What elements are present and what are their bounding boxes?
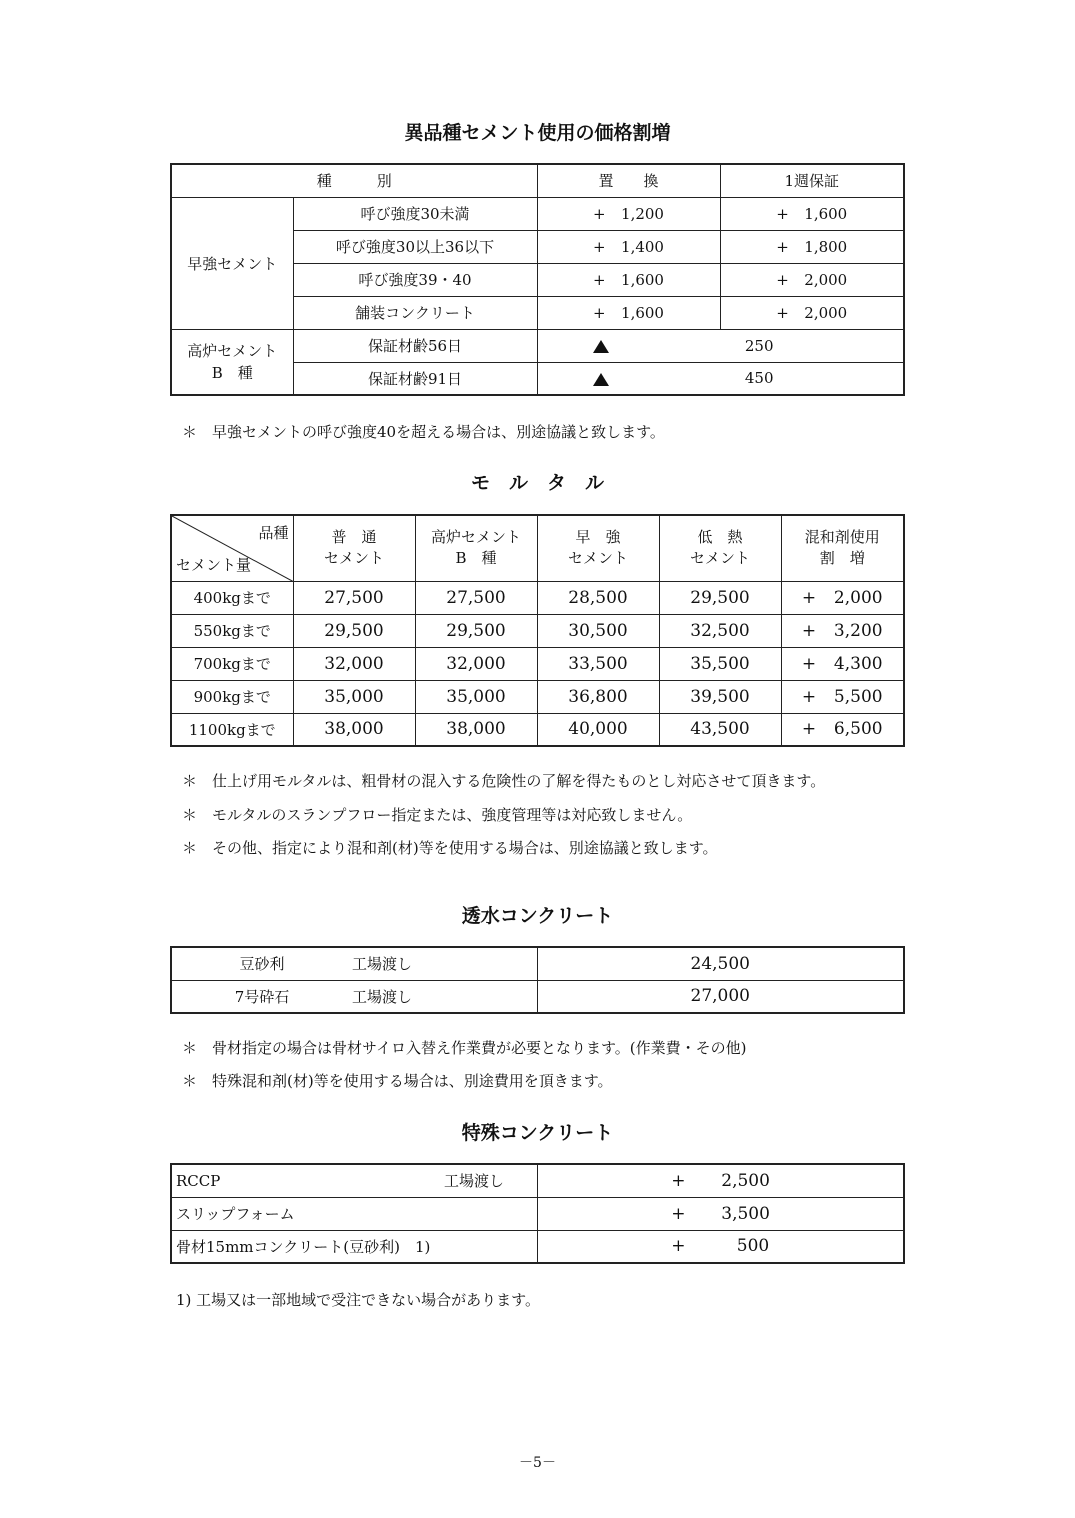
table-row: 豆砂利 工場渡し 24,500	[171, 947, 904, 980]
replace-cell: + 1,600	[537, 263, 720, 296]
header-type: 種 別	[171, 164, 537, 197]
cement-note: ＊ 早強セメントの呼び強度40を超える場合は、別途協議と致します。	[182, 423, 665, 441]
column-header: 早 強 セメント	[537, 515, 659, 581]
week-cell: + 1,800	[720, 230, 904, 263]
header-replace: 置 換	[537, 164, 720, 197]
table-row: 1100kgまで 38,000 38,000 40,000 43,500 + 6,500	[171, 713, 904, 746]
special-title: 特殊コンクリート	[461, 1122, 614, 1144]
row-label: 保証材齢91日	[293, 362, 537, 395]
cement-surcharge-table	[170, 163, 905, 396]
triangle-icon	[593, 340, 609, 353]
replace-cell: + 1,400	[537, 230, 720, 263]
table-row: 550kgまで 29,500 29,500 30,500 32,500 + 3,200	[171, 614, 904, 647]
table-row: 7号砕石 工場渡し 27,000	[171, 980, 904, 1013]
column-header: 高炉セメント B 種	[415, 515, 537, 581]
column-header: 普 通 セメント	[293, 515, 415, 581]
header-week-guarantee: 1週保証	[720, 164, 904, 197]
corner-bottom-label: セメント量	[176, 555, 252, 574]
column-header: 低 熱 セメント	[659, 515, 781, 581]
mortar-note: ＊ モルタルのスランプフロー指定または、強度管理等は対応致しません。	[182, 806, 693, 824]
row-label: 保証材齢56日	[293, 329, 537, 362]
cement-surcharge-title: 異品種セメント使用の価格割増	[404, 122, 671, 144]
row-label: 舗装コンクリート	[293, 296, 537, 329]
week-cell: + 2,000	[720, 296, 904, 329]
table-row: 700kgまで 32,000 32,000 33,500 35,500 + 4,300	[171, 647, 904, 680]
row-label: 呼び強度39・40	[293, 263, 537, 296]
replace-cell: + 1,200	[537, 197, 720, 230]
permeable-note: ＊ 骨材指定の場合は骨材サイロ入替え作業費が必要となります。(作業費・その他)	[182, 1039, 747, 1057]
week-cell: + 1,600	[720, 197, 904, 230]
permeable-title: 透水コンクリート	[461, 905, 614, 927]
mortar-title: モ ル タ ル	[470, 472, 604, 494]
table-row: 骨材15mmコンクリート(豆砂利) 1) + 500	[171, 1230, 904, 1263]
week-cell: + 2,000	[720, 263, 904, 296]
triangle-icon	[593, 373, 609, 386]
table-row: 400kgまで 27,500 27,500 28,500 29,500 + 2,000	[171, 581, 904, 614]
permeable-table	[170, 946, 905, 1014]
special-table	[170, 1163, 905, 1264]
early-strength-group: 早強セメント	[171, 197, 293, 329]
replace-cell: + 1,600	[537, 296, 720, 329]
column-header: 混和剤使用 割 増	[781, 515, 904, 581]
blast-furnace-group: 高炉セメント B 種	[171, 329, 293, 395]
corner-top-label: 品種	[258, 524, 289, 542]
mortar-note: ＊ その他、指定により混和剤(材)等を使用する場合は、別途協議と致します。	[182, 839, 718, 857]
row-label: 呼び強度30以上36以下	[293, 230, 537, 263]
table-row: RCCP 工場渡し + 2,500	[171, 1164, 904, 1197]
special-footnote: 1) 工場又は一部地域で受注できない場合があります。	[176, 1291, 540, 1309]
corner-cell	[171, 515, 293, 581]
page-number: －5－	[519, 1455, 556, 1471]
mortar-note: ＊ 仕上げ用モルタルは、粗骨材の混入する危険性の了解を得たものとし対応させて頂きます。	[182, 772, 826, 790]
row-label: 呼び強度30未満	[293, 197, 537, 230]
permeable-note: ＊ 特殊混和剤(材)等を使用する場合は、別途費用を頂きます。	[182, 1072, 613, 1090]
table-row: スリップフォーム + 3,500	[171, 1197, 904, 1230]
discount-cell: 250	[537, 329, 904, 362]
discount-cell: 450	[537, 362, 904, 395]
table-row: 900kgまで 35,000 35,000 36,800 39,500 + 5,500	[171, 680, 904, 713]
mortar-table	[170, 514, 905, 747]
